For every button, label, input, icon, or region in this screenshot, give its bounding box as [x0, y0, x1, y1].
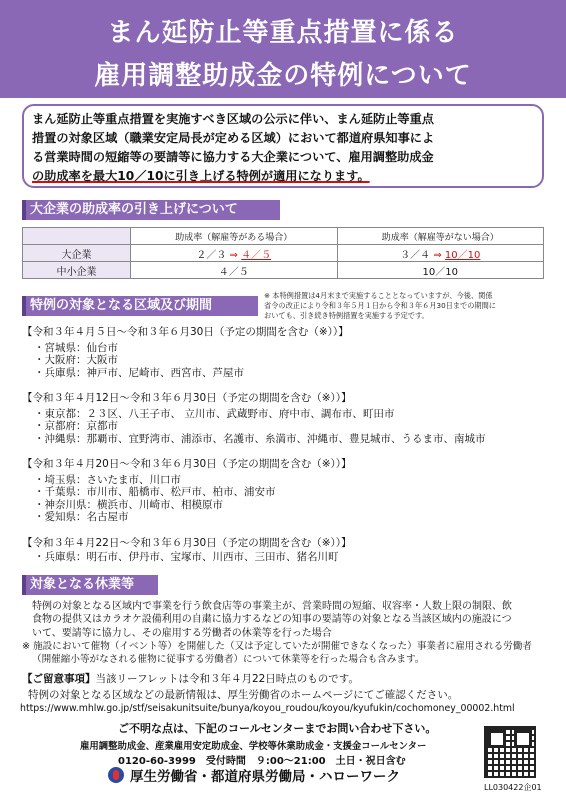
list-item: ・神奈川県：横浜市、川崎市、相模原市	[34, 498, 223, 511]
area-list	[34, 474, 276, 524]
table-row	[23, 262, 544, 279]
note-line: 省令の改正により令和３年５月１日から令和３年６月30日までの期間に	[264, 301, 496, 310]
rate-cell	[131, 245, 338, 262]
list-item: ・京都府：京都市	[34, 420, 118, 433]
row-label: 大企業	[23, 245, 131, 262]
intro-line: まん延防止等重点措置を実施すべき区域の公示に伴い、まん延防止等重点	[32, 112, 434, 126]
list-item: ・千葉県：市川市、船橋市、松戸市、柏市、浦安市	[34, 486, 276, 499]
table-row	[23, 245, 544, 262]
leave-description	[32, 600, 542, 640]
arrow-icon: ⇒	[229, 249, 238, 261]
area-list	[34, 551, 339, 563]
attention-line2: 特例の対象となる区域などの最新情報は、厚生労働省のホームページにてご確認ください。	[28, 689, 459, 701]
body-line: 特例の対象となる区域内で事業を行う飲食店等の事業主が、営業時間の短縮、収容率・人数上限の制限、飲	[32, 601, 512, 612]
list-item: ・愛知県：名古屋市	[34, 511, 129, 524]
period-label: 【令和３年４月５日～令和３年６月30日（予定の期間を含む（※））】	[22, 326, 349, 338]
rate-cell: 10／10	[337, 262, 544, 279]
table-corner	[23, 228, 131, 245]
intro-line: る営業時間の短縮等の要請等に協力する大企業について、雇用調整助成金	[32, 150, 434, 164]
list-item: ・宮城県：仙台市	[34, 342, 118, 354]
body-line: 食物の提供又はカラオケ設備利用の自粛に協力するなどの知事の要請等の対象となる当該区域内の施設につ	[32, 614, 512, 626]
list-item: ・沖縄県：那覇市、宜野湾市、浦添市、名護市、糸満市、沖縄市、豊見城市、うるま市、南城市	[34, 432, 486, 445]
body-line: いて、要請等に協力し、その雇用する労働者の休業等を行った場合	[32, 627, 332, 639]
note-line: （開催縮小等がなされる催物に従事する労働者）について休業等を行った場合も含みます。	[32, 654, 425, 665]
arrow-icon: ⇒	[433, 249, 442, 261]
section-heading-leave: 対象となる休業等	[22, 575, 158, 595]
attention-label: 【ご留意事項】	[22, 673, 96, 685]
intro-line: の助成率を最大10／10に引き上げる特例が適用になります。	[32, 169, 370, 183]
list-item: ・兵庫県：神戸市、尼崎市、西宮市、芦屋市	[34, 366, 244, 379]
rate-table	[22, 227, 544, 279]
attention-text: 当該リーフレットは令和３年４月22日時点のものです。	[95, 673, 359, 685]
rate-from: ２／３	[196, 249, 227, 261]
list-item: ・兵庫県：明石市、伊丹市、宝塚市、川西市、三田市、猪名川町	[34, 551, 339, 563]
column-header: 助成率（解雇等がある場合）	[131, 228, 338, 245]
contact-heading: ご不明な点は、下記のコールセンターまでお問い合わせ下さい。	[118, 722, 437, 735]
intro-box	[22, 104, 544, 188]
list-item: ・埼玉県：さいたま市、川口市	[34, 474, 181, 486]
ministry-logo-icon	[108, 767, 124, 783]
rate-to: ４／５	[241, 249, 272, 261]
qr-code-icon	[484, 726, 536, 778]
intro-line: 措置の対象区域（職業安定局長が定める区域）において都道府県知事によ	[32, 131, 435, 145]
note-line: ※ 本特例措置は4月末まで実施することとなっていますが、今後、関係	[264, 291, 493, 300]
rate-cell: ４／５	[131, 262, 338, 279]
title-banner	[0, 0, 566, 98]
section-heading-areas: 特例の対象となる区域及び期間	[22, 296, 258, 316]
event-note	[22, 640, 552, 666]
column-header: 助成率（解雇等がない場合）	[337, 228, 544, 245]
page-title-line1: まん延防止等重点措置に係る	[107, 18, 459, 48]
page-title-line2: 雇用調整助成金の特例について	[94, 61, 472, 91]
area-list	[34, 342, 244, 379]
extension-note	[264, 291, 546, 321]
rate-from: ３／４	[400, 249, 431, 261]
period-label: 【令和３年４月22日～令和３年６月30日（予定の期間を含む（※））】	[22, 537, 352, 549]
row-label: 中小企業	[23, 262, 131, 279]
list-item: ・大阪府：大阪市	[34, 354, 118, 367]
document-code: LL030422企01	[484, 783, 542, 792]
note-line: おいても、引き続き特例措置を実施する予定です。	[264, 311, 429, 320]
phone-hours[interactable]: 0120-60-3999 受付時間 ９:00～21:00 土日・祝日含む	[118, 756, 406, 767]
note-line: ※ 施設において催物（イベント等）を開催した（又は予定していたが開催できなくなった）事業者に雇用される労働者	[22, 641, 532, 652]
ministry-name: 厚生労働省・都道府県労働局・ハローワーク	[130, 769, 400, 785]
list-item: ・東京都：２３区、八王子市、 立川市、武蔵野市、府中市、調布市、町田市	[34, 408, 395, 420]
area-list	[34, 408, 486, 445]
call-center-name: 雇用調整助成金、産業雇用安定助成金、学校等休業助成金・支援金コールセンター	[80, 741, 427, 752]
mhlw-link[interactable]: https://www.mhlw.go.jp/stf/seisakunitsuite/bunya/koyou_roudou/koyou/kyufukin/cochomoney_00002.html	[20, 703, 515, 714]
attention-line	[22, 671, 359, 686]
period-label: 【令和３年４月12日～令和３年６月30日（予定の期間を含む（※））】	[22, 392, 352, 404]
rate-to: 10／10	[444, 249, 481, 261]
section-heading-rate: 大企業の助成率の引き上げについて	[22, 200, 280, 220]
period-label: 【令和３年４月20日～令和３年６月30日（予定の期間を含む（※））】	[22, 458, 352, 470]
table-header-row	[23, 228, 544, 245]
rate-cell	[337, 245, 544, 262]
